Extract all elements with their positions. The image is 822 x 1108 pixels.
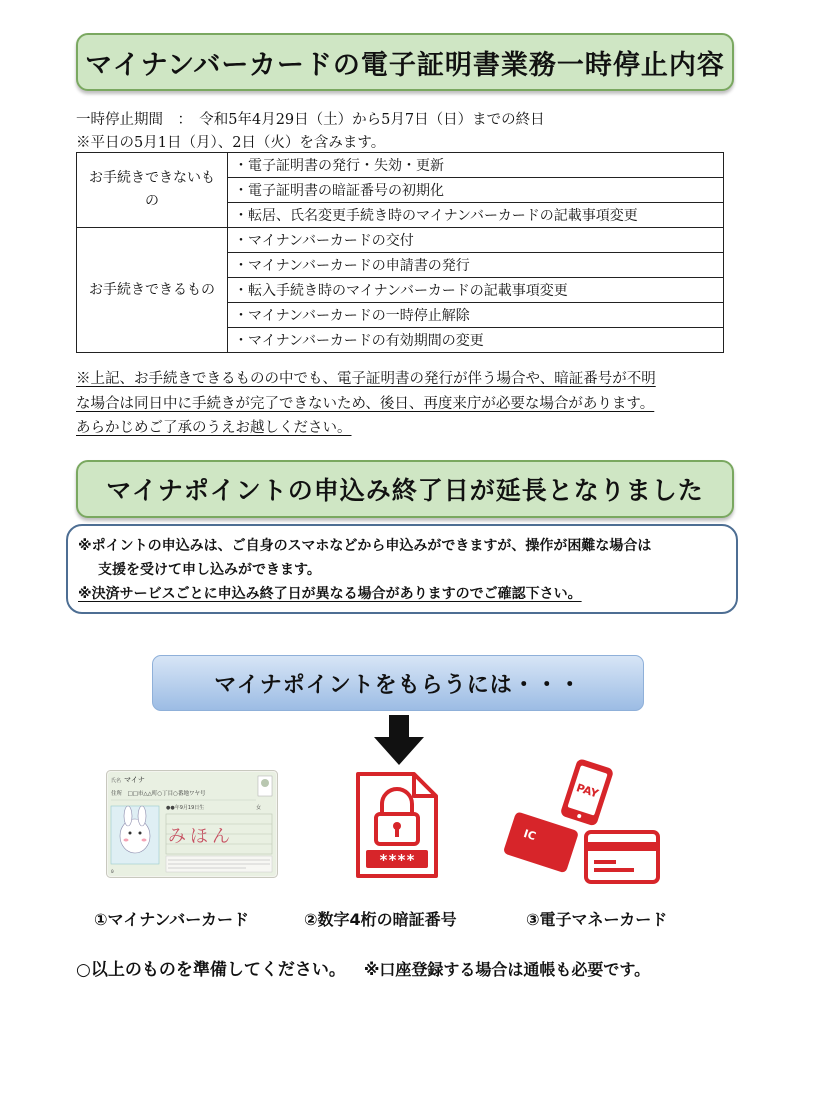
mynapoint-note-box: [66, 524, 738, 614]
unavailable-item: ・電子証明書の発行・失効・更新: [228, 153, 724, 178]
mynapoint-note-line: ※決済サービスごとに申込み終了日が異なる場合がありますのでご確認下さい。: [78, 586, 582, 602]
caution-note: [76, 367, 736, 441]
mynapoint-note-line: ※ポイントの申込みは、ご自身のスマホなどから申込みができますが、操作が困難な場合は: [78, 538, 652, 554]
card-name-label: 氏名: [111, 778, 122, 784]
pin-stars: ****: [378, 851, 416, 869]
suspension-title-banner: [76, 33, 734, 91]
available-label: お手続きできるもの: [89, 281, 215, 298]
caution-line: あらかじめご了承のうえお越しください。: [76, 420, 352, 436]
card-name: マイナ: [124, 776, 145, 784]
available-item: ・マイナンバーカードの一時停止解除: [228, 303, 724, 328]
card-address: 住所 □□市△△町○丁目○番地ワヤ号: [111, 791, 206, 797]
sample-stamp: みほん: [168, 826, 234, 847]
available-item: ・マイナンバーカードの交付: [228, 228, 724, 253]
passbook-note: ※口座登録する場合は通帳も必要です。: [363, 960, 651, 979]
mynapoint-title-banner: [76, 460, 734, 518]
down-arrow-icon: [374, 715, 424, 765]
available-item: ・マイナンバーカードの申請書の発行: [228, 253, 724, 278]
pay-label: PAY: [574, 781, 601, 801]
table-row: [77, 228, 724, 253]
procedure-table: [76, 152, 724, 353]
available-item: ・転入手続き時のマイナンバーカードの記載事項変更: [228, 278, 724, 303]
how-to-get-title: マイナポイントをもらうには・・・: [214, 672, 582, 698]
card-birth: ●●年9月19日生: [166, 805, 205, 811]
prepare-main: ○以上のものを準備してください。: [76, 960, 346, 980]
caution-line: ※上記、お手続きできるものの中でも、電子証明書の発行が伴う場合や、暗証番号が不明: [76, 371, 656, 387]
suspension-period: 一時停止期間 ： 令和5年4月29日（土）から5月7日（日）までの終日: [76, 112, 545, 128]
ic-label: IC: [521, 826, 538, 844]
card-id: 0: [111, 870, 114, 875]
caption-mynumber-card: ①マイナンバーカード: [94, 910, 249, 929]
unavailable-item: ・電子証明書の暗証番号の初期化: [228, 178, 724, 203]
mynapoint-title: マイナポイントの申込み終了日が延長となりました: [106, 476, 704, 505]
unavailable-label: お手続きできないもの: [89, 170, 215, 209]
available-category: [77, 228, 228, 353]
how-to-get-banner: [152, 655, 644, 711]
caption-emoney-card: ③電子マネーカード: [526, 910, 668, 929]
card-gender: 女: [256, 805, 262, 811]
unavailable-category: [77, 153, 228, 228]
weekday-note: ※平日の5月1日（月）、2日（火）を含みます。: [76, 135, 386, 151]
suspension-title: マイナンバーカードの電子証明書業務一時停止内容: [85, 49, 725, 81]
available-item: ・マイナンバーカードの有効期間の変更: [228, 328, 724, 353]
pin-document-icon: [354, 770, 440, 880]
caption-pin: ②数字4桁の暗証番号: [304, 910, 457, 929]
electronic-money-icon: [500, 758, 662, 892]
mynapoint-note-line: 支援を受けて申し込みができます。: [98, 562, 321, 578]
unavailable-item: ・転居、氏名変更手続き時のマイナンバーカードの記載事項変更: [228, 203, 724, 228]
caution-line: な場合は同日中に手続きが完了できないため、後日、再度来庁が必要な場合があります。: [76, 395, 655, 412]
table-row: [77, 153, 724, 178]
mynumber-card-image: [106, 770, 278, 878]
prepare-note: [76, 955, 650, 980]
